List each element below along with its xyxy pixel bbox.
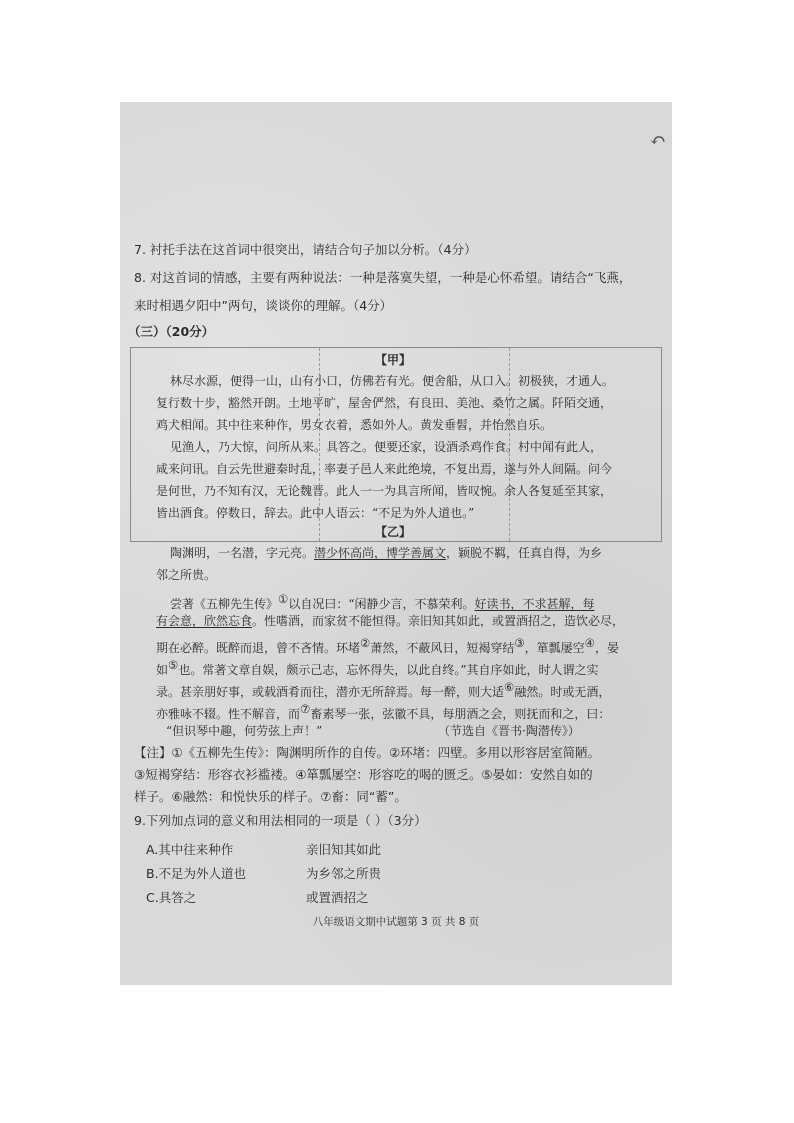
margin-mark: ↶ (649, 128, 666, 152)
jia-line: 复行数十步，豁然开朗。土地平旷，屋舍俨然，有良田、美池、桑竹之属。阡陌交通， (156, 396, 613, 410)
yi-paragraph-2-line6 (156, 701, 610, 722)
yi-text: 如 (156, 663, 169, 677)
question-7: 7. 衬托手法在这首词中很突出，请结合句子加以分析。（4分） (134, 242, 477, 257)
note-marker: ⑤ (168, 658, 179, 672)
yi-paragraph-2-line5 (156, 679, 610, 700)
jia-line: 是何世，乃不知有汉，无论魏晋。此人一一为具言所闻，皆叹惋。余人各复延至其家， (156, 484, 613, 498)
yi-text: 录。甚亲朋好事，或载酒肴而往，潜亦无所辞焉。每一醉，则大适 (156, 685, 505, 699)
note-marker: ⑦ (300, 702, 311, 716)
notes-line-2: ③短褐穿结：形容衣衫褴褛。④箪瓢屡空：形容吃的喝的匮乏。⑤晏如：安然自如的 (134, 767, 593, 782)
yi-text: 也。常著文章自娱，颇示己志，忘怀得失，以此自终。”其自序如此，时人谓之实 (178, 663, 599, 677)
notes-line-3: 样子。⑥融然：和悦快乐的样子。⑦畜：同“蓄”。 (134, 789, 407, 804)
option-a-left: A.其中往来种作 (146, 842, 234, 857)
yi-paragraph-2-line1 (170, 591, 594, 612)
question-8-line1: 8. 对这首词的情感，主要有两种说法：一种是落寞失望，一种是心怀希望。请结合“飞燕， (134, 270, 632, 285)
yi-underlined-sentence: 潜少怀高尚，博学善属文 (314, 546, 447, 560)
note-marker: ③ (514, 636, 525, 650)
option-a-right: 亲旧知其如此 (306, 842, 382, 857)
note-marker: ② (360, 636, 371, 650)
section-three-heading: （三）（20分） (128, 324, 215, 339)
option-b-right: 为乡邻之所贵 (306, 866, 382, 881)
jia-line: 鸡犬相闻。其中往来种作，男女衣着，悉如外人。黄发垂髫，并怡然自乐。 (156, 418, 553, 432)
yi-text: 期在必醉。既醉而退，曾不吝情。环堵 (156, 641, 361, 655)
option-b-left: B.不足为外人道也 (146, 866, 247, 881)
yi-text: 畜素琴一张，弦徽不具，每朋酒之会，则抚而和之，曰： (310, 707, 611, 721)
exam-page (120, 102, 672, 985)
yi-text: ，颖脱不羁，任真自得，为乡 (446, 546, 603, 560)
yi-underlined-sentence: 有会意，欣然忘食 (156, 614, 253, 628)
yi-paragraph-2-line7: “但识琴中趣，何劳弦上声！” (166, 724, 323, 738)
yi-paragraph-1-line1 (170, 545, 602, 561)
question-8-line2: 来时相遇夕阳中”两句，谈谈你的理解。（4分） (134, 298, 393, 313)
option-c-left: C.具答之 (146, 890, 197, 905)
jia-line: 见渔人，乃大惊，问所从来。具答之。便要还家，设酒杀鸡作食。村中闻有此人， (170, 440, 603, 454)
yi-text: 尝著《五柳先生传》 (170, 597, 279, 611)
notes-line-1: 【注】①《五柳先生传》：陶渊明所作的自传。②环堵：四壁。多用以形容居室简陋。 (134, 745, 601, 760)
yi-paragraph-2-line2 (156, 613, 624, 629)
page-footer: 八年级语文期中试题第 3 页 共 8 页 (312, 916, 480, 928)
yi-text: ，晏 (594, 641, 619, 655)
yi-paragraph-1-line2: 邻之所贵。 (156, 568, 217, 582)
yi-text: 融然。时或无酒， (514, 685, 611, 699)
yi-text: ，箪瓢屡空 (524, 641, 585, 655)
yi-text: 。性嗜酒，而家贫不能恒得。亲旧知其如此，或置酒招之，造饮必尽， (252, 614, 625, 628)
yi-text: 以自况曰：“闲静少言，不慕荣利。 (288, 597, 475, 611)
jia-line: 咸来问讯。自云先世避秦时乱，率妻子邑人来此绝境，不复出焉，遂与外人间隔。问今 (156, 462, 613, 476)
yi-paragraph-2-line4 (156, 657, 598, 678)
yi-text: 萧然，不蔽风日，短褐穿结 (370, 641, 515, 655)
passage-jia-title: 【甲】 (375, 353, 412, 367)
note-marker: ⑥ (504, 680, 515, 694)
jia-line: 皆出酒食。停数日，辞去。此中人语云：“不足为外人道也。” (156, 506, 475, 520)
note-marker: ① (278, 592, 289, 606)
yi-text: 陶渊明，一名潜，字元亮。 (170, 546, 315, 560)
option-c-right: 或置酒招之 (306, 890, 369, 905)
yi-underlined-sentence: 好读书，不求甚解，每 (474, 597, 595, 611)
note-marker: ④ (584, 636, 595, 650)
jia-line: 林尽水源，便得一山，山有小口，仿佛若有光。便舍船，从口入。初极狭，才通人。 (170, 374, 615, 388)
question-9: 9.下列加点词的意义和用法相同的一项是（ ）（3分） (134, 813, 427, 828)
yi-source: （节选自《晋书·陶潜传》） (438, 724, 580, 738)
passage-yi-title: 【乙】 (375, 525, 412, 539)
yi-text: 亦雅咏不辍。性不解音，而 (156, 707, 301, 721)
yi-paragraph-2-line3 (156, 635, 619, 656)
